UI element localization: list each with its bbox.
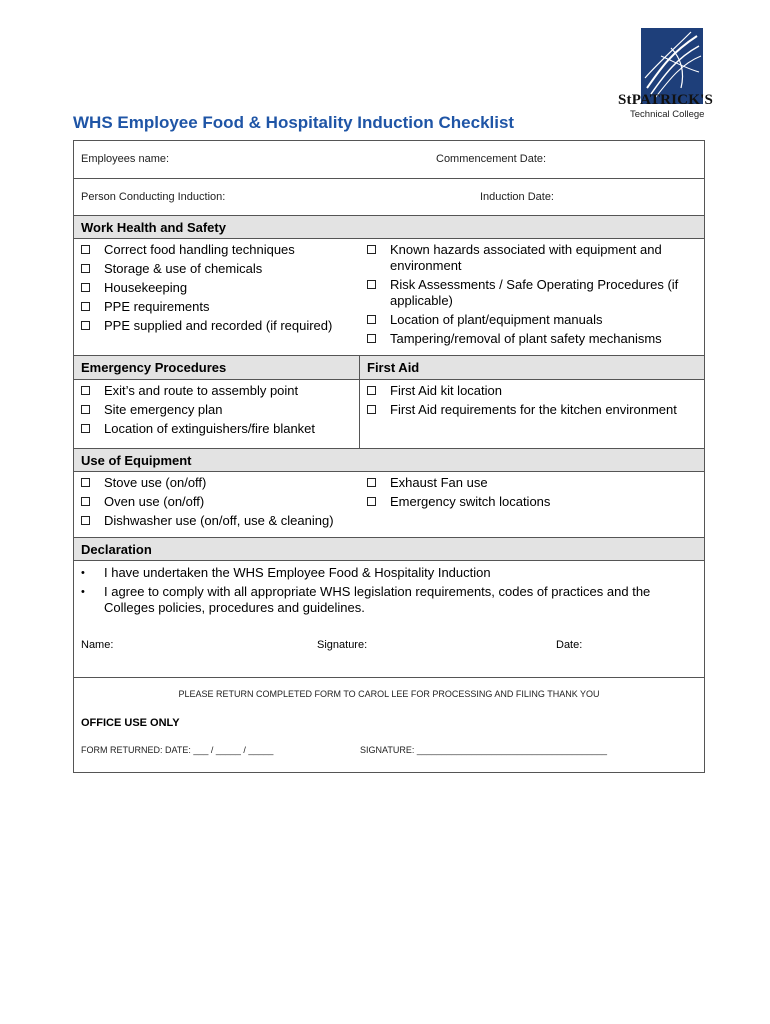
bullet-icon: • [81, 567, 85, 579]
declaration-heading: Declaration [74, 538, 704, 561]
inductor-row [74, 179, 704, 216]
item-label: Storage & use of chemicals [104, 261, 263, 276]
item-label: Location of extinguishers/fire blanket [104, 421, 316, 436]
declaration-item [81, 565, 696, 581]
office-use-heading: OFFICE USE ONLY [81, 717, 180, 729]
equipment-left-column [74, 472, 360, 537]
college-logo [618, 18, 736, 120]
first-aid-heading: First Aid [360, 356, 704, 379]
checklist-item [81, 261, 352, 277]
checkbox[interactable] [367, 315, 376, 324]
checklist-item [367, 331, 696, 347]
checkbox[interactable] [81, 321, 90, 330]
item-label: Location of plant/equipment manuals [390, 312, 603, 327]
checklist-item [81, 318, 352, 334]
item-label: I agree to comply with all appropriate WHS legislation requirements, codes of practices and the Colleges policies, procedures and guidelines. [104, 584, 651, 615]
item-label: Correct food handling techniques [104, 242, 295, 257]
declaration-body [74, 561, 704, 677]
checkbox[interactable] [81, 283, 90, 292]
form-returned-field[interactable]: FORM RETURNED: DATE: ___ / _____ / _____ [81, 745, 274, 755]
item-label: Tampering/removal of plant safety mechanisms [390, 331, 662, 346]
declaration-name-field[interactable]: Name: [81, 639, 114, 651]
item-label: First Aid requirements for the kitchen environment [390, 402, 677, 417]
item-label: Exit’s and route to assembly point [104, 383, 299, 398]
checklist-item [81, 494, 352, 510]
emergency-column [74, 380, 360, 448]
checklist-item [81, 383, 351, 399]
equipment-section [74, 449, 704, 538]
whs-section [74, 216, 704, 356]
employee-row [74, 141, 704, 179]
item-label: First Aid kit location [390, 383, 502, 398]
checkbox[interactable] [81, 516, 90, 525]
checklist-item [81, 421, 351, 437]
checkbox[interactable] [81, 264, 90, 273]
checklist-item [367, 242, 696, 274]
item-label: Dishwasher use (on/off, use & cleaning) [104, 513, 334, 528]
checkbox[interactable] [81, 405, 90, 414]
checkbox[interactable] [81, 245, 90, 254]
page-title: WHS Employee Food & Hospitality Induction Checklist [73, 113, 515, 132]
checklist-item [81, 242, 352, 258]
declaration-date-field[interactable]: Date: [556, 639, 583, 651]
declaration-item [81, 584, 696, 616]
item-label: Site emergency plan [104, 402, 223, 417]
employee-name-field[interactable]: Employees name: [81, 153, 170, 165]
checkbox[interactable] [81, 302, 90, 311]
checklist-item [367, 494, 696, 510]
emergency-heading: Emergency Procedures [74, 356, 360, 379]
office-signature-field[interactable]: SIGNATURE: ______________________________________ [360, 745, 608, 755]
item-label: Known hazards associated with equipment and environment [390, 242, 662, 273]
checkbox[interactable] [367, 280, 376, 289]
item-label: I have undertaken the WHS Employee Food & Hospitality Induction [104, 565, 491, 580]
checklist-item [367, 383, 696, 399]
checklist-item [367, 475, 696, 491]
checklist-item [367, 312, 696, 328]
checkbox[interactable] [367, 334, 376, 343]
bullet-icon: • [81, 586, 85, 598]
checkbox[interactable] [367, 245, 376, 254]
item-label: Housekeeping [104, 280, 188, 295]
declaration-signature-field[interactable]: Signature: [317, 639, 368, 651]
item-label: Stove use (on/off) [104, 475, 207, 490]
item-label: Risk Assessments / Safe Operating Procedures (if applicable) [390, 277, 679, 308]
checklist-item [81, 299, 352, 315]
checkbox[interactable] [367, 405, 376, 414]
item-label: Oven use (on/off) [104, 494, 205, 509]
item-label: Exhaust Fan use [390, 475, 488, 490]
checkbox[interactable] [81, 497, 90, 506]
equipment-right-column [360, 472, 704, 537]
checkbox[interactable] [367, 497, 376, 506]
whs-right-column [360, 239, 704, 355]
emergency-firstaid-section [74, 356, 704, 449]
person-conducting-field[interactable]: Person Conducting Induction: [81, 191, 226, 203]
induction-date-field[interactable]: Induction Date: [480, 191, 554, 203]
checklist-item [81, 475, 352, 491]
checklist-item [367, 277, 696, 309]
checklist-item [81, 280, 352, 296]
first-aid-column [360, 380, 704, 448]
whs-heading: Work Health and Safety [74, 216, 704, 239]
checkbox[interactable] [81, 386, 90, 395]
checklist-item [81, 402, 351, 418]
office-use-section [74, 678, 704, 772]
equipment-heading: Use of Equipment [74, 449, 704, 472]
checklist-item [81, 513, 352, 529]
induction-form [73, 140, 705, 773]
whs-left-column [74, 239, 360, 355]
item-label: PPE supplied and recorded (if required) [104, 318, 333, 333]
return-notice: PLEASE RETURN COMPLETED FORM TO CAROL LEE FOR PROCESSING AND FILING THANK YOU [178, 689, 600, 699]
checkbox[interactable] [81, 424, 90, 433]
checklist-item [367, 402, 696, 418]
item-label: PPE requirements [104, 299, 210, 314]
logo-subtitle: Technical College [630, 109, 705, 120]
declaration-section [74, 538, 704, 678]
logo-name: StPATRICK'S [618, 92, 713, 108]
checkbox[interactable] [367, 478, 376, 487]
item-label: Emergency switch locations [390, 494, 551, 509]
commencement-date-field[interactable]: Commencement Date: [436, 153, 547, 165]
checkbox[interactable] [367, 386, 376, 395]
checkbox[interactable] [81, 478, 90, 487]
